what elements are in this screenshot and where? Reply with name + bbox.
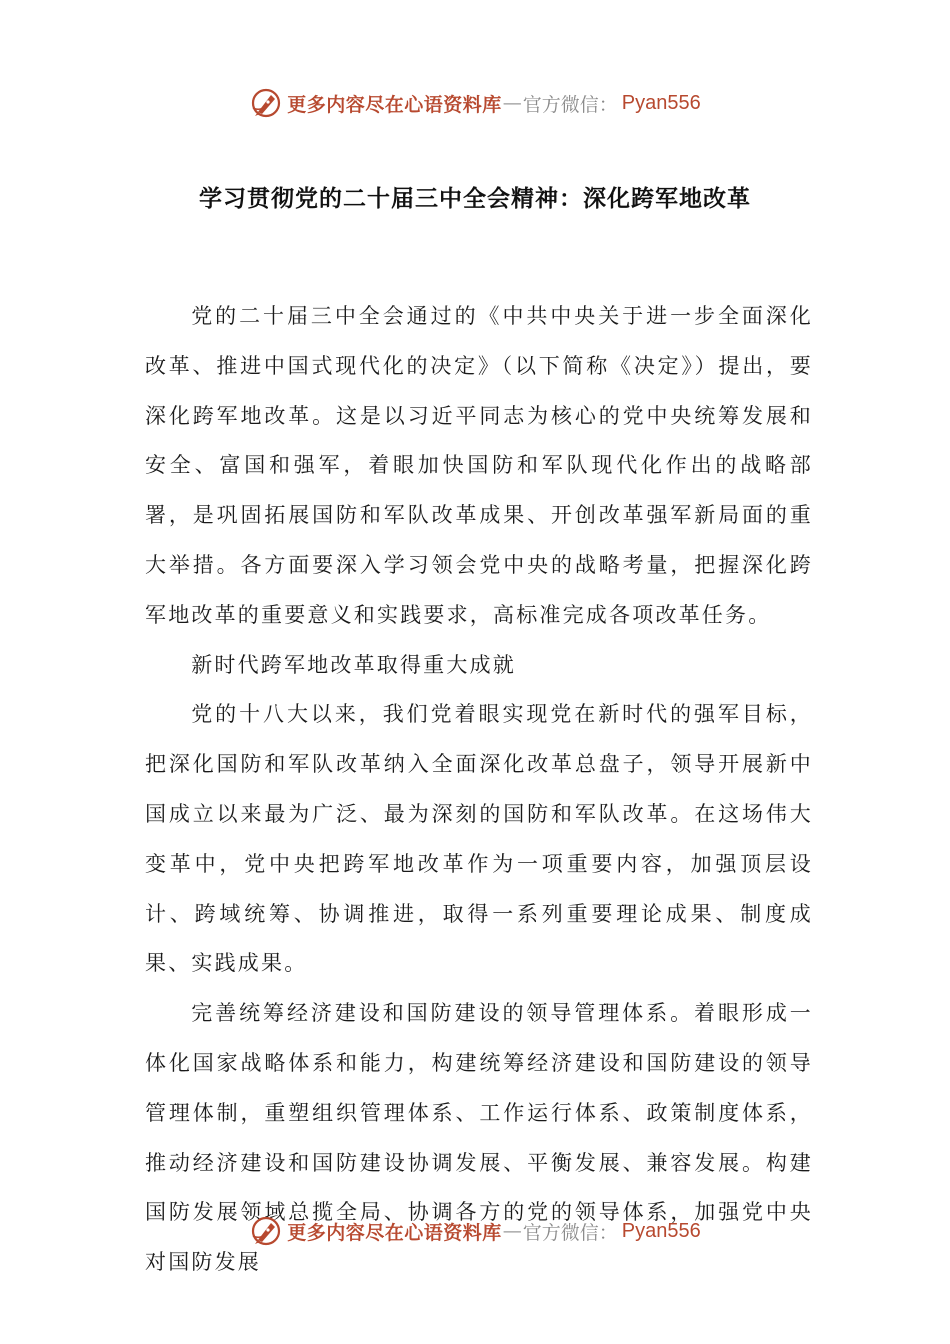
section-heading: 新时代跨军地改革取得重大成就 [191, 652, 516, 677]
footer-brand-text: 更多内容尽在心语资料库 [287, 1221, 502, 1244]
paragraph: 党的十八大以来，我们党着眼实现党在新时代的强军目标，把深化国防和军队改革纳入全面深化改革总盘子，领导开展新中国成立以来最为广泛、最为深刻的国防和军队改革。在这场伟大变革中，党中央把跨军地改革作为一项重要内容，加强顶层设计、跨域统筹、协调推进，取得一系列重要理论成果、制度成果、实践成果。 [145, 702, 813, 976]
document-title: 学习贯彻党的二十届三中全会精神：深化跨军地改革 [199, 186, 751, 212]
paragraph: 完善统筹经济建设和国防建设的领导管理体系。着眼形成一体化国家战略体系和能力，构建统筹经济建设和国防建设的领导管理体制，重塑组织管理体系、工作运行体系、政策制度体系，推动经济建设和国防建设协调发展、平衡发展、兼容发展。构建国防发展领域总揽全局、协调各方的党的领导体系，加强党中央对国防发展 [145, 1001, 813, 1275]
footer-wechat-id: Pyan556 [621, 1219, 701, 1242]
paragraph: 党的二十届三中全会通过的《中共中央关于进一步全面深化改革、推进中国式现代化的决定》（以下简称《决定》）提出，要深化跨军地改革。这是以习近平同志为核心的党中央统筹发展和安全、富国和强军，着眼加快国防和军队现代化作出的战略部署，是巩固拓展国防和军队改革成果、开创改革强军新局面的重大举措。各方面要深入学习领会党中央的战略考量，把握深化跨军地改革的重要意义和实践要求，高标准完成各项改革任务。 [145, 304, 813, 627]
document-body [145, 292, 813, 1288]
footer-banner [0, 1211, 950, 1251]
footer-wechat-label: 官方微信： [522, 1221, 618, 1244]
pen-nib-logo-icon [249, 86, 283, 120]
header-banner [0, 83, 950, 123]
header-wechat-id: Pyan556 [621, 91, 701, 114]
header-brand-text: 更多内容尽在心语资料库 [287, 93, 502, 116]
pen-nib-logo-icon [249, 1214, 283, 1248]
footer-dash: — [502, 1220, 522, 1242]
header-dash: — [502, 92, 522, 114]
header-wechat-label: 官方微信： [522, 93, 618, 116]
